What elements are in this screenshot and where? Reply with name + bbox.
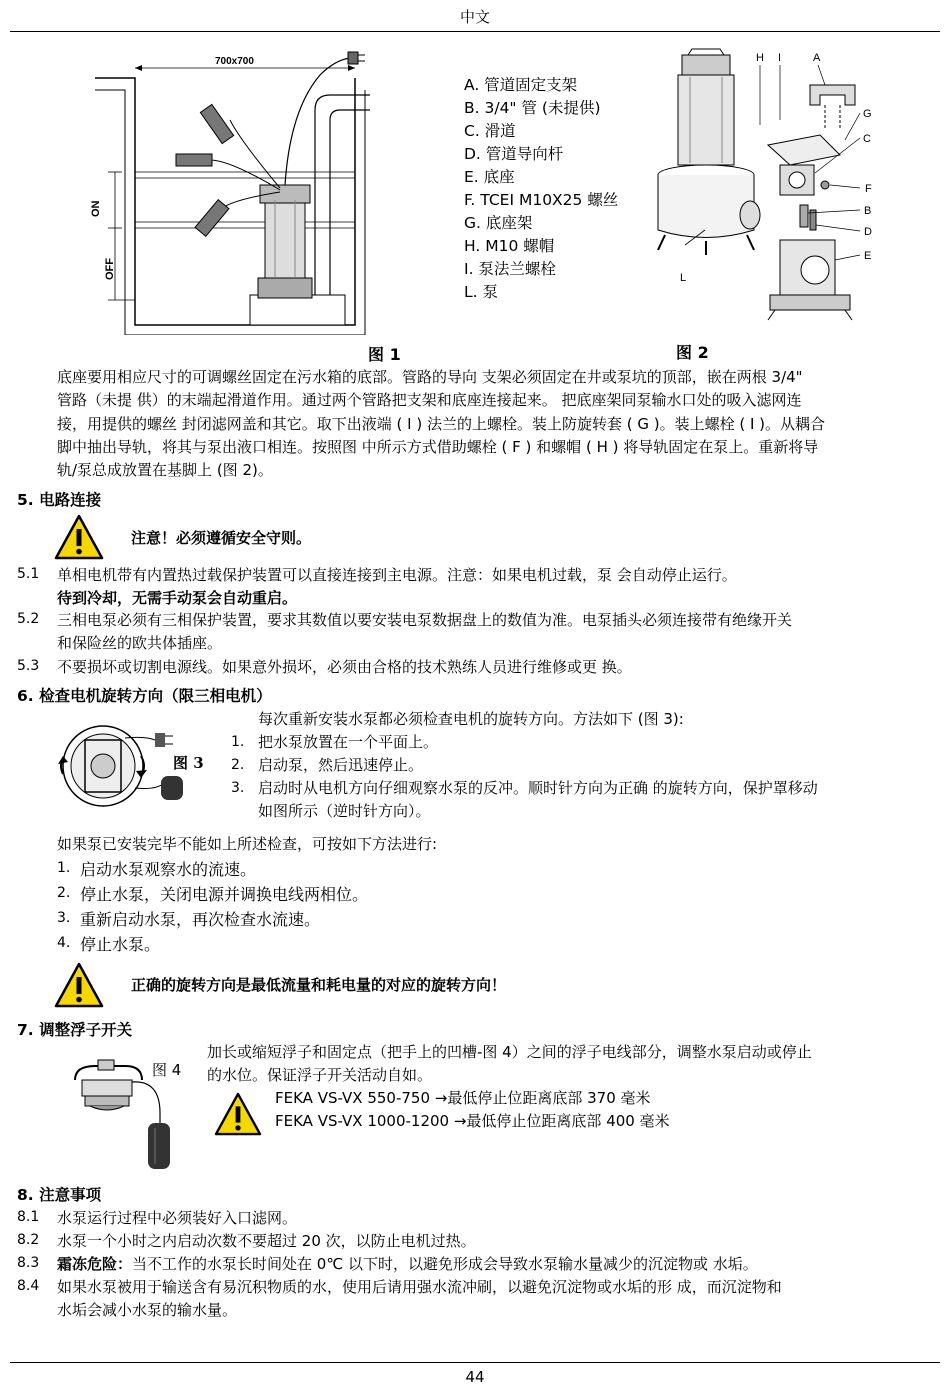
dimension-label: 700x700: [215, 56, 254, 67]
item-8-4-line1: 如果水泵被用于输送含有易沉积物质的水，使用后请用强水流冲刷，以避免沉淀物或水垢的形 成，而沉淀物和: [57, 1278, 782, 1296]
figure-2-caption: 图 2: [676, 343, 709, 362]
step-text: 启动泵，然后迅速停止。: [258, 756, 424, 774]
alt-step-text: 停止水泵，关闭电源并调换电线两相位。: [80, 885, 369, 904]
off-label: OFF: [104, 258, 116, 280]
legend-item: E. 底座: [464, 168, 515, 186]
step-text-cont: 如图所示（逆时针方向）。: [258, 802, 431, 820]
spec-550-750: FEKA VS-VX 550-750 →最低停止位距离底部 370 毫米: [275, 1089, 651, 1107]
section-7-line1: 加长或缩短浮子和固定点（把手上的凹槽-图 4）之间的浮子电线部分，调整水泵启动或停止: [207, 1043, 812, 1061]
item-8-3-text: [57, 1253, 758, 1276]
paragraph-line: 底座要用相应尺寸的可调螺丝固定在污水箱的底部。管路的导向 支架必须固定在井或泵坑的顶部，嵌在两根 3/4": [57, 368, 803, 386]
legend-item: D. 管道导向杆: [464, 145, 564, 163]
step-text: 把水泵放置在一个平面上。: [258, 733, 439, 751]
legend-item: G. 底座架: [464, 214, 533, 232]
alt-step-number: 3.: [57, 910, 71, 926]
item-number: 5.2: [17, 611, 40, 627]
alt-step-text: 重新启动水泵，再次检查水流速。: [80, 910, 321, 929]
item-5-1-bold: 待到冷却，无需手动泵会自动重启。: [57, 589, 298, 607]
frost-warning-label: 霜冻危险：: [57, 1255, 133, 1273]
warning-icon: [214, 1092, 262, 1136]
step-number: 2.: [231, 757, 245, 773]
fig2-label-g: G: [863, 108, 872, 120]
warning-icon: [54, 514, 104, 560]
section-6-intro: 每次重新安装水泵都必须检查电机的旋转方向。方法如下 (图 3):: [258, 710, 684, 728]
paragraph-line: 管路（未提 供）的末端起滑道作用。通过两个管路把支架和底座连接起来。 把底座架同泵输水口处的吸入滤网连: [57, 391, 802, 410]
item-number: 8.1: [17, 1209, 40, 1225]
item-number: 8.2: [17, 1232, 40, 1248]
alt-method-intro: 如果泵已安装完毕不能如上所述检查，可按如下方法进行:: [57, 835, 438, 853]
alt-step-text: 停止水泵。: [80, 935, 161, 954]
fig2-label-i: I: [778, 52, 782, 64]
item-number: 5.3: [17, 658, 40, 674]
paragraph-line: 脚中抽出导轨，将其与泵出液口相连。按照图 中所示方式借助螺栓 ( F ) 和螺帽 ( H ) 将导轨固定在泵上。重新将导: [57, 437, 819, 456]
fig2-label-l: L: [680, 272, 687, 284]
item-5-2-line1: 三相电泵必须有三相保护装置，要求其数值以要安装电泵数据盘上的数值为准。电泵插头必须连接带有绝缘开关: [57, 611, 793, 629]
figure-1-sump-diagram: [80, 50, 370, 335]
on-label: ON: [90, 200, 102, 217]
fig2-label-h: H: [756, 52, 764, 64]
page-header: 中文: [459, 8, 490, 26]
item-number: 5.1: [17, 566, 40, 582]
item-5-3-text: 不要损坏或切割电源线。如果意外损坏，必须由合格的技术熟练人员进行维修或更 换。: [57, 658, 632, 676]
item-number: 8.3: [17, 1255, 40, 1271]
installation-paragraph: [57, 366, 942, 482]
fig2-label-a: A: [813, 52, 821, 64]
fig2-label-e: E: [864, 250, 872, 262]
alt-step-text: 启动水泵观察水的流速。: [80, 860, 257, 879]
figure-2-assembly-diagram: [650, 45, 880, 335]
figure-1-caption: 图 1: [368, 345, 401, 364]
fig2-label-f: F: [865, 183, 872, 195]
section-8-title: 8. 注意事项: [17, 1186, 102, 1204]
item-8-4-line2: 水垢会减小水泵的输水量。: [57, 1301, 238, 1319]
legend-item: I. 泵法兰螺栓: [464, 260, 556, 278]
fig2-label-c: C: [863, 133, 871, 145]
paragraph-line: 轨/泵总成放置在基脚上 (图 2)。: [57, 461, 273, 480]
section-5-warning: 注意！必须遵循安全守则。: [131, 529, 312, 547]
step-text: 启动时从电机方向仔细观察水泵的反冲。顺时针方向为正确 的旋转方向，保护罩移动: [258, 779, 818, 797]
warning-icon: [54, 962, 104, 1008]
fig2-label-b: B: [864, 205, 872, 217]
section-6-title: 6. 检查电机旋转方向（限三相电机）: [17, 687, 272, 705]
section-7-title: 7. 调整浮子开关: [17, 1021, 133, 1039]
item-8-2-text: 水泵一个小时之内启动次数不要超过 20 次，以防止电机过热。: [57, 1232, 476, 1250]
fig2-label-d: D: [864, 226, 872, 238]
page-number: 44: [465, 1368, 485, 1386]
item-number: 8.4: [17, 1278, 40, 1294]
step-number: 1.: [231, 734, 245, 750]
alt-step-number: 4.: [57, 935, 71, 951]
spec-1000-1200: FEKA VS-VX 1000-1200 →最低停止位距离底部 400 毫米: [275, 1112, 670, 1130]
frost-warning-text: 当不工作的水泵长时间处在 0℃ 以下时，以避免形成会导致水泵输水量减少的沉淀物或 水垢。: [132, 1255, 758, 1273]
figure-3-pump-top-view: [55, 718, 190, 810]
legend-item: H. M10 螺帽: [464, 237, 555, 255]
item-8-1-text: 水泵运行过程中必须装好入口滤网。: [57, 1209, 298, 1227]
item-5-1-text: 单相电机带有内置热过载保护装置可以直接连接到主电源。注意：如果电机过载，泵 会自动停止运行。: [57, 566, 737, 584]
legend-item: L. 泵: [464, 283, 498, 301]
item-5-2-line2: 和保险丝的欧共体插座。: [57, 634, 223, 652]
section-6-warning: 正确的旋转方向是最低流量和耗电量的对应的旋转方向！: [131, 976, 507, 994]
figure-legend: [464, 74, 618, 304]
legend-item: C. 滑道: [464, 122, 516, 140]
figure-4-label: 图 4: [152, 1061, 182, 1079]
legend-item: A. 管道固定支架: [464, 76, 578, 94]
legend-item: F. TCEI M10X25 螺丝: [464, 191, 619, 209]
legend-item: B. 3/4" 管 (未提供): [464, 99, 601, 117]
alt-step-number: 1.: [57, 860, 71, 876]
header-rule: [10, 31, 940, 32]
section-5-title: 5. 电路连接: [17, 491, 102, 509]
alt-step-number: 2.: [57, 885, 71, 901]
section-7-line2: 的水位。保证浮子开关活动自如。: [207, 1066, 433, 1084]
figure-3-label: 图 3: [173, 754, 204, 772]
step-number: 3.: [231, 780, 245, 796]
paragraph-line: 接，用提供的螺丝 封闭滤网盖和其它。取下出液端 ( I ) 法兰的上螺栓。装上防旋转套 ( G )。装上螺栓 ( I )。从耦合: [57, 414, 826, 433]
footer-rule: [10, 1362, 940, 1363]
